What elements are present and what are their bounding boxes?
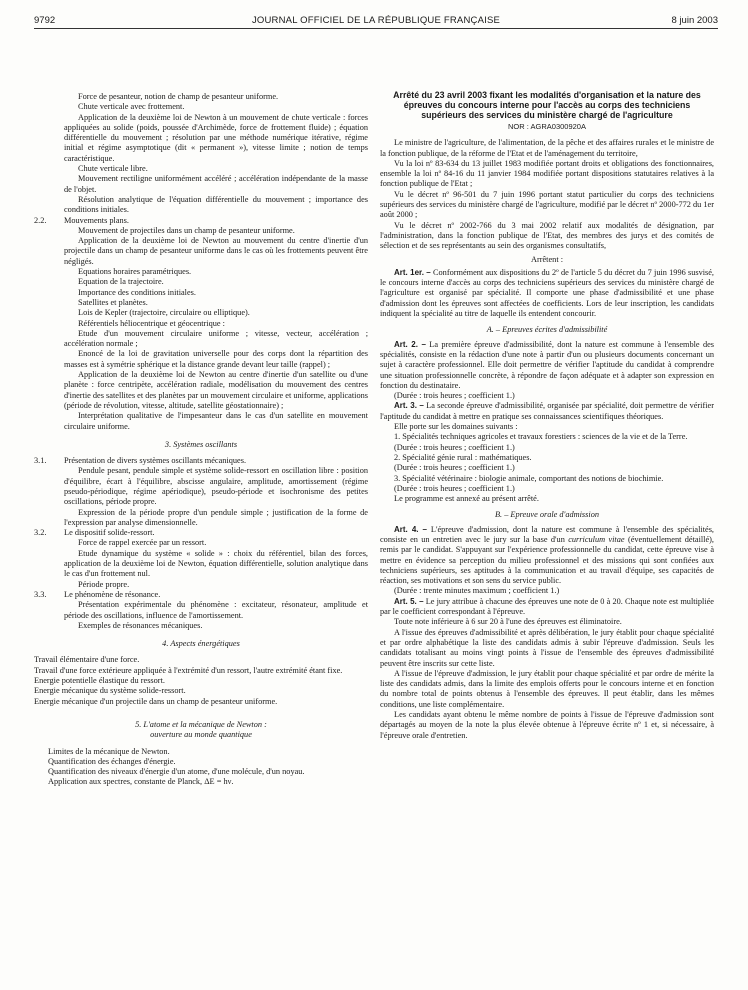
paragraph: Importance des conditions initiales. — [78, 287, 196, 297]
paragraph: Le ministre de l'agriculture, de l'alimentation, de la pêche et des affaires rurales et le ministre de la fonction publique, de la réforme de l'Etat et de l'aménagement du territoire, — [380, 138, 714, 158]
paragraph: Application de la deuxième loi de Newton au mouvement du centre d'inertie d'un projectile dans un champ de pesanteur uniforme dans le cas où les frottements peuvent être négligés. — [64, 236, 368, 266]
arretent-heading: Arrêtent : — [530, 254, 564, 264]
paragraph: Lois de Kepler (trajectoire, circulaire ou elliptique). — [78, 308, 250, 318]
paragraph: Vu la loi nº 83-634 du 13 juillet 1983 modifiée portant droits et obligations des fonctionnaires, ensemble la loi nº 84-16 du 11 janvier 1984 modifiée portant dispositions statutaires relatives à la fonction publique de l'Etat ; — [380, 158, 714, 189]
paragraph: Application de la deuxième loi de Newton au centre d'inertie d'un satellite ou d'une planète : force centripète, accélération radiale, modélisation du mouvement des centres d'inertie des satellites et des planètes par un mouvement circulaire et uniforme, applications (période de révolution, vitesse, altitude, satellite géostationnaire) ; — [64, 370, 368, 410]
section-title: Le phénomène de résonance. — [64, 589, 161, 599]
paragraph: Pendule pesant, pendule simple et système solide-ressort en oscillation libre : position d'équilibre, écart à l'équilibre, abscisse angulaire, amplitude, amortissement (régime pseudo-périodique, régime apériodique), pseudo-période et isochronisme des petites oscillations, période propre. — [64, 466, 368, 507]
paragraph: Chute verticale avec frottement. — [78, 102, 185, 112]
article-1: Art. 1er. – Conformément aux dispositions du 2º de l'article 5 du décret du 7 juin 1996 susvisé, le concours interne d'accès au corps des techniciens supérieurs des services du ministère chargé de l'agriculture est organisé par spécialité. Il comporte une phase d'admissibilité et une phase d'admission dont les épreuves sont affectées de coefficients. Lors de leur inscription, les candidats indiquent la spécialité au titre de laquelle ils entendent concourir. — [380, 267, 715, 319]
heading-section-5: 5. L'atome et la mécanique de Newton : ouverture au monde quantique — [135, 719, 267, 740]
paragraph: Vu le décret nº 2002-766 du 3 mai 2002 relatif aux modalités de désignation, par l'administration, dans la fonction publique de l'Etat, des membres des jurys et des comités de sélection et de ses représentants au sein des organismes consultatifs, — [380, 220, 714, 251]
paragraph: Application aux spectres, constante de Planck, ΔE = hν. — [48, 777, 234, 787]
heading-section-4: 4. Aspects énergétiques — [162, 639, 240, 649]
paragraph: Elle porte sur les domaines suivants : — [394, 422, 518, 432]
paragraph: Equation de la trajectoire. — [78, 277, 164, 287]
paragraph: Vu le décret nº 96-501 du 7 juin 1996 portant statut particulier du corps des techniciens supérieurs des services du ministère chargé de l'agriculture, modifié par le décret nº 2000-772 du 1er août 2000 ; — [380, 189, 714, 220]
paragraph: Energie mécanique du système solide-ressort. — [34, 686, 186, 696]
paragraph: Force de rappel exercée par un ressort. — [78, 538, 207, 548]
section-3-3 — [34, 590, 368, 631]
page-header — [34, 14, 718, 29]
article-4: Art. 4. – L'épreuve d'admission, dont la nature est commune à l'ensemble des spécialités, consiste en un entretien avec le jury sur la base d'un curriculum vitae (éventuellement détaillé), remis par le candidat. S'appuyant sur l'expérience professionnelle du candidat, cette épreuve vise à mettre en évidence sa perception du milieu professionnel et des missions qui sont confiées aux techniciens supérieurs, ses aptitudes à la communication et au travail d'équipe, ses capacités de réaction, ses motivations et son sens du service public. — [380, 524, 715, 586]
paragraph: Force de pesanteur, notion de champ de pesanteur uniforme. — [78, 92, 279, 101]
right-column — [380, 90, 714, 741]
paragraph: Période propre. — [78, 579, 130, 589]
paragraph: Mouvement de projectiles dans un champ de pesanteur uniforme. — [78, 225, 295, 235]
heading-section-3: 3. Systèmes oscillants — [164, 439, 238, 449]
section-number: 3.3. — [34, 589, 47, 599]
paragraph: Mouvement rectiligne uniformément accéléré ; accélération indépendante de la masse de l'objet. — [64, 174, 368, 194]
paragraph: 2. Spécialité génie rural : mathématiques. — [394, 452, 532, 462]
paragraph: Limites de la mécanique de Newton. — [48, 746, 170, 756]
paragraph: 1. Spécialités techniques agricoles et travaux forestiers : sciences de la vie et de la Terre. — [394, 432, 688, 442]
paragraph: (Durée : trente minutes maximum ; coefficient 1.) — [394, 586, 560, 596]
section-3-2 — [34, 528, 368, 590]
paragraph: Toute note inférieure à 6 sur 20 à l'une des épreuves est éliminatoire. — [394, 617, 622, 627]
paragraph: Energie potentielle élastique du ressort. — [34, 676, 165, 686]
paragraph: Présentation expérimentale du phénomène : excitateur, résonateur, amplitude et période des oscillations, influence de l'amortissement. — [64, 600, 368, 620]
paragraph: Etude d'un mouvement circulaire uniforme ; vitesse, vecteur, accélération ; accélération normale ; — [64, 328, 368, 349]
paragraph: Résolution analytique de l'équation différentielle du mouvement ; importance des conditions initiales. — [64, 194, 368, 215]
paragraph: 3. Spécialité vétérinaire : biologie animale, comportant des notions de biochimie. — [394, 473, 664, 483]
section-title: Le dispositif solide-ressort. — [64, 528, 155, 538]
publication-date: 8 juin 2003 — [671, 15, 718, 26]
section-2-2 — [34, 216, 368, 432]
decree-title: Arrêté du 23 avril 2003 fixant les modalités d'organisation et la nature des épreuves du concours interne pour l'accès au corps des techniciens supérieurs des services du ministère chargé de l'agriculture — [393, 90, 701, 120]
paragraph: Satellites et planètes. — [78, 297, 148, 307]
paragraph: Equations horaires paramétriques. — [78, 267, 192, 277]
paragraph: Enoncé de la loi de gravitation universelle pour des corps dont la répartition des masses est à symétrie sphérique et la distance grande devant leur taille (rappel) ; — [64, 349, 368, 369]
paragraph: Quantification des échanges d'énergie. — [48, 756, 176, 766]
paragraph: Quantification des niveaux d'énergie d'un atome, d'une molécule, d'un noyau. — [48, 767, 305, 777]
paragraph: Référentiels héliocentrique et géocentrique : — [78, 318, 225, 328]
paragraph: Travail d'une force extérieure appliquée à l'extrémité d'un ressort, l'autre extrémité étant fixe. — [34, 665, 343, 675]
paragraph: Energie mécanique d'un projectile dans un champ de pesanteur uniforme. — [34, 696, 278, 706]
paragraph: A l'issue de l'épreuve d'admission, le jury établit pour chaque spécialité et par ordre de mérite la liste des candidats admis, dans la limite des emplois offerts pour le concours interne et en fonction du nombre total de points obtenus à l'ensemble des épreuves. Il peut établir, dans les mêmes conditions, une liste complémentaire. — [380, 668, 714, 709]
paragraph: Le programme est annexé au présent arrêté. — [394, 494, 539, 504]
journal-title: JOURNAL OFFICIEL DE LA RÉPUBLIQUE FRANÇAISE — [251, 15, 501, 26]
paragraph: (Durée : trois heures ; coefficient 1.) — [394, 391, 515, 401]
paragraph: Etude dynamique du système « solide » : choix du référentiel, bilan des forces, application de la deuxième loi de Newton, équation différentielle, solution analytique dans le cas d'un frottement nul. — [64, 548, 368, 579]
article-2: Art. 2. – La première épreuve d'admissibilité, dont la nature est commune à l'ensemble des spécialités, consiste en la rédaction d'une note à partir d'un ou plusieurs documents concernant un sujet à caractère professionnel. Elle doit permettre de vérifier l'aptitude du candidat à comprendre une situation professionnelle concrète, à répondre de façon adéquate et à adapter son expression en fonction du destinataire. — [380, 339, 715, 390]
left-column — [34, 92, 368, 788]
paragraph: (Durée : trois heures ; coefficient 1.) — [394, 442, 515, 452]
paragraph: Interprétation qualitative de l'impesanteur dans le cas d'un satellite en mouvement circulaire uniforme. — [64, 411, 368, 431]
section-number: 2.2. — [34, 215, 47, 225]
section-3-1 — [34, 456, 368, 528]
heading-section-a: A. – Epreuves écrites d'admissibilité — [486, 325, 608, 335]
section-title: Présentation de divers systèmes oscillants mécaniques. — [64, 456, 247, 466]
page-number: 9792 — [34, 15, 56, 26]
paragraph: A l'issue des épreuves d'admissibilité et après délibération, le jury établit pour chaque spécialité et par ordre alphabétique la liste des candidats admis à subir l'épreuve d'admission. Seuls les candidats totalisant au moins vingt points à l'issue de l'ensemble des épreuves d'admissibilité peuvent être inscrits sur cette liste. — [380, 627, 714, 668]
paragraph: Les candidats ayant obtenu le même nombre de points à l'issue de l'épreuve d'admission sont départagés au moyen de la note la plus élevée obtenue à l'épreuve écrite nº 1 et, si nécessaire, à l'épreuve orale d'entretien. — [380, 710, 714, 740]
paragraph: Travail élémentaire d'une force. — [34, 655, 140, 665]
paragraph: Exemples de résonances mécaniques. — [78, 620, 203, 630]
nor-reference: NOR : AGRA0300920A — [508, 122, 586, 131]
paragraph: (Durée : trois heures ; coefficient 1.) — [394, 463, 515, 473]
paragraph: Expression de la période propre d'un pendule simple ; justification de la forme de l'expression par analyse dimensionnelle. — [64, 507, 368, 527]
section-number: 3.1. — [34, 456, 47, 466]
section-number: 3.2. — [34, 528, 47, 538]
paragraph: Chute verticale libre. — [78, 164, 148, 174]
article-3: Art. 3. – La seconde épreuve d'admissibilité, organisée par spécialité, doit permettre de vérifier l'aptitude du candidat à mettre en pratique ses connaissances scientifiques théoriques. — [380, 401, 715, 421]
paragraph: (Durée : trois heures ; coefficient 1.) — [394, 483, 515, 493]
paragraph: Application de la deuxième loi de Newton à un mouvement de chute verticale : forces appliquées au solide (poids, poussée d'Archimède, force de frottement fluide) ; équation différentielle du mouvement ; résolution par une méthode numérique itérative, régime initial et régime asymptotique (dit « permanent »), vitesse limite ; notion de temps caractéristique. — [64, 112, 368, 163]
section-title: Mouvements plans. — [64, 215, 129, 225]
article-5: Art. 5. – Le jury attribue à chacune des épreuves une note de 0 à 20. Chaque note est multipliée par le coefficient correspondant à l'épreuve. — [380, 596, 714, 617]
heading-section-b: B. – Epreuve orale d'admission — [494, 510, 599, 520]
